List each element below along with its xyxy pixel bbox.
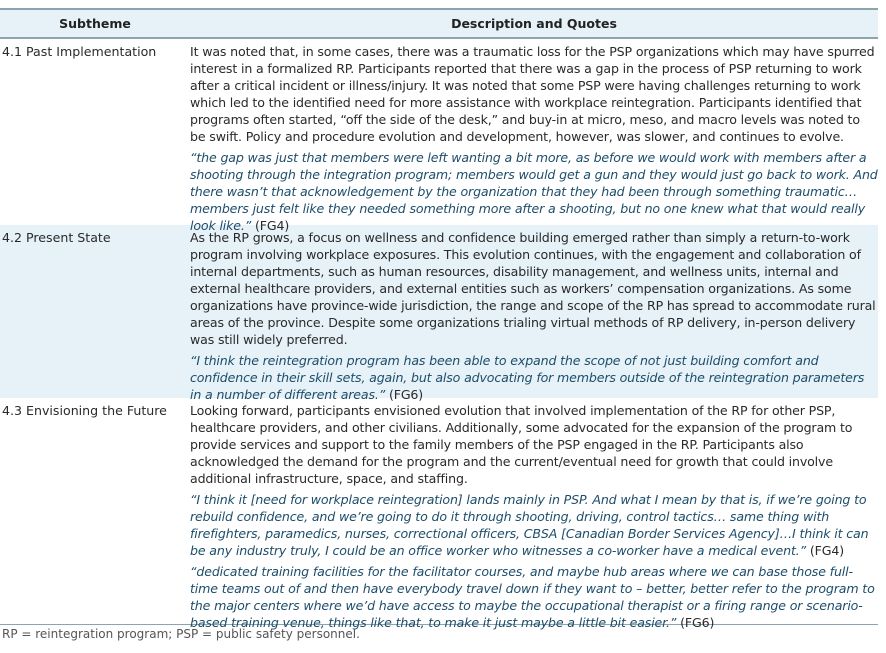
table-row [0,398,878,630]
header-subtheme: Subtheme [59,16,131,31]
quote [190,563,878,631]
quote [190,149,878,234]
header-description: Description and Quotes [451,16,617,31]
table-row [0,225,878,402]
quote [190,352,878,403]
quote-source: (FG4) [254,218,290,233]
description-text: As the RP grows, a focus on wellness and confidence building emerged rather than simply a return-to-work program involving workplace exposures. This evolution continues, with the engagement and collaboration of internal departments, such as human resources, disability management, and wellness units, internal and external healthcare providers, and external entities such as workers’ compensation organizations. As some organizations have province-wide jurisdiction, the range and scope of the RP has spread to accommodate rural areas of the province. Despite some organizations trialing virtual methods of RP delivery, in-person delivery was still widely preferred. [190,230,876,347]
table-footnote: RP = reintegration program; PSP = public safety personnel. [2,627,360,641]
description-cell [190,402,878,630]
table-header [0,8,878,39]
quote-source: (FG4) [809,543,844,558]
description-text: Looking forward, participants envisioned evolution that involved implementation of the RP for other PSP, healthcare providers, and other civilians. Additionally, some advocated for the expansion of the program to provide services and support to the family members of the PSP engaged in the RP. Participants also acknowledged the demand for the program and the current/eventual need for growth that could involve additional infrastructure, space, and staffing. [190,403,853,486]
quote [190,491,878,559]
description-text: It was noted that, in some cases, there was a traumatic loss for the PSP organizations which may have spurred interest in a formalized RP. Participants reported that there was a gap in the process of PSP returning to work after a critical incident or illness/injury. It was noted that some PSP were having challenges returning to work which led to the identified need for more assistance with workplace reintegration. Participants identified that programs often started, “off the side of the desk,” and buy-in at micro, meso, and macro levels was noted to be swift. Policy and procedure evolution and development, however, was slower, and continues to evolve. [190,44,875,144]
quote-source: (FG6) [388,387,424,402]
quote-text: “the gap was just that members were left wanting a bit more, as before we would work with members after a shooting through the integration program; members would get a gun and they would just go back to work. And there wasn’t that acknowledgement by the organization that they had been through something traumatic…members just felt like they needed something more after a shooting, but no one knew what that would really look like.” [190,150,878,233]
description-cell [190,229,878,402]
table-row [0,39,878,233]
subtheme-cell: 4.1 Past Implementation [2,44,157,59]
quote-source: (FG6) [680,615,715,630]
quote-text: “I think the reintegration program has been able to expand the scope of not just building comfort and confidence in their skill sets, again, but also advocating for members outside of the reintegration parameters in a number of different areas.” [190,353,865,402]
subtheme-table [0,8,878,630]
quote-text: “I think it [need for workplace reintegration] lands mainly in PSP. And what I mean by that is, if we’re going to rebuild confidence, and we’re going to do it through shooting, driving, control tactics… same thing with firefighters, paramedics, nurses, correctional officers, CBSA [Canadian Border Services Agency]…I think it can be any industry truly, I could be an office worker who witnesses a co-worker have a medical event.” [190,492,869,558]
subtheme-cell: 4.2 Present State [2,230,111,245]
quote-text: “dedicated training facilities for the facilitator courses, and maybe hub areas where we can base those full-time teams out of and then have everybody travel down if they want to – better, better refer to the program to the major centers where we’d have access to maybe the occupational therapist or a firing range or scenario-based training venue, things like that, to make it just maybe a little bit easier.” [190,564,875,630]
description-cell [190,43,878,233]
subtheme-cell: 4.3 Envisioning the Future [2,403,167,418]
